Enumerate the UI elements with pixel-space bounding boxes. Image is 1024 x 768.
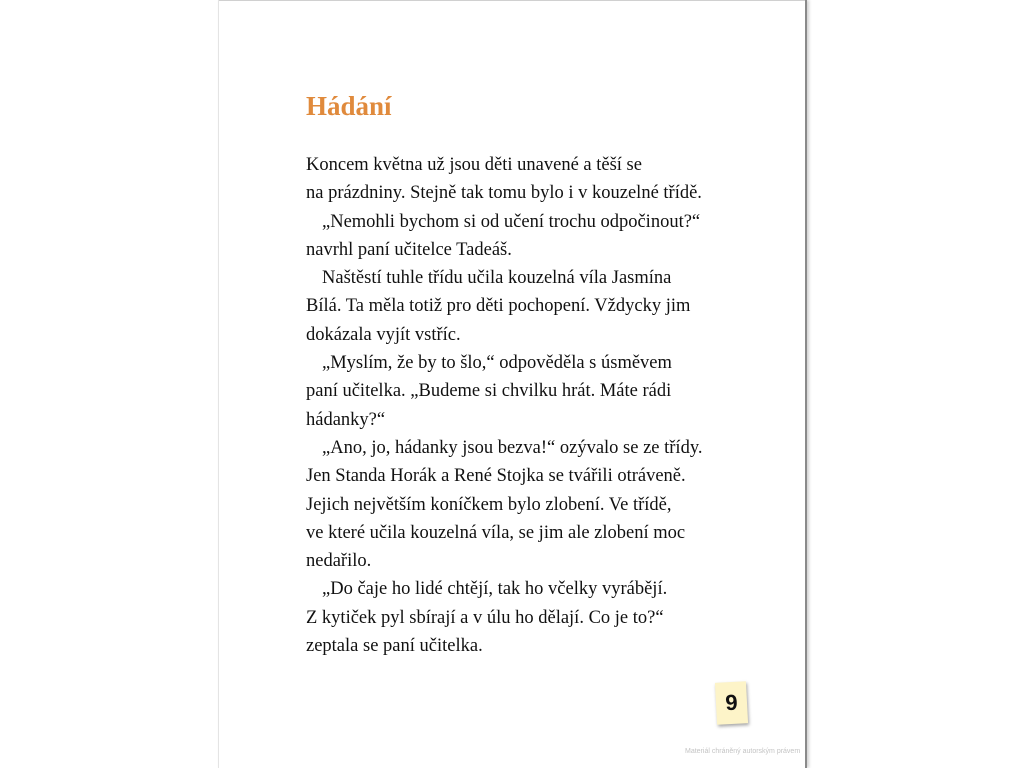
text-line: „Myslím, že by to šlo,“ odpověděla s úsměvem [322, 353, 672, 374]
text-line: „Ano, jo, hádanky jsou bezva!“ ozývalo se ze třídy. [322, 437, 703, 458]
text-line: ve které učila kouzelná víla, se jim ale zlobení moc [306, 522, 686, 543]
text-line: Bílá. Ta měla totiž pro děti pochopení. Vždycky jim [306, 296, 691, 317]
book-page [218, 0, 807, 768]
text-line: Naštěstí tuhle třídu učila kouzelná víla Jasmína [322, 268, 672, 289]
text-line: nedařilo. [306, 551, 372, 572]
text-line: zeptala se paní učitelka. [306, 636, 483, 657]
text-line: Jen Standa Horák a René Stojka se tvářili otráveně. [306, 466, 686, 487]
chapter-body [306, 151, 786, 660]
text-line: na prázdniny. Stejně tak tomu bylo i v kouzelné třídě. [306, 183, 702, 204]
copyright-watermark: Materiál chráněný autorským právem [685, 748, 801, 755]
page-number-badge: 9 [715, 681, 748, 725]
text-line: navrhl paní učitelce Tadeáš. [306, 239, 512, 260]
text-line: „Do čaje ho lidé chtějí, tak ho včelky vyrábějí. [322, 579, 668, 600]
text-line: Z kytiček pyl sbírají a v úlu ho dělají. Co je to?“ [306, 607, 664, 628]
text-line: paní učitelka. „Budeme si chvilku hrát. Máte rádi [306, 381, 672, 402]
text-line: „Nemohli bychom si od učení trochu odpočinout?“ [322, 211, 701, 232]
text-line: Jejich největším koníčkem bylo zlobení. Ve třídě, [306, 494, 672, 515]
text-line: dokázala vyjít vstříc. [306, 324, 461, 345]
chapter-title: Hádání [306, 91, 392, 121]
page-top-edge [219, 0, 805, 1]
text-line: Koncem května už jsou děti unavené a těší se [306, 155, 642, 175]
text-line: hádanky?“ [306, 409, 386, 430]
